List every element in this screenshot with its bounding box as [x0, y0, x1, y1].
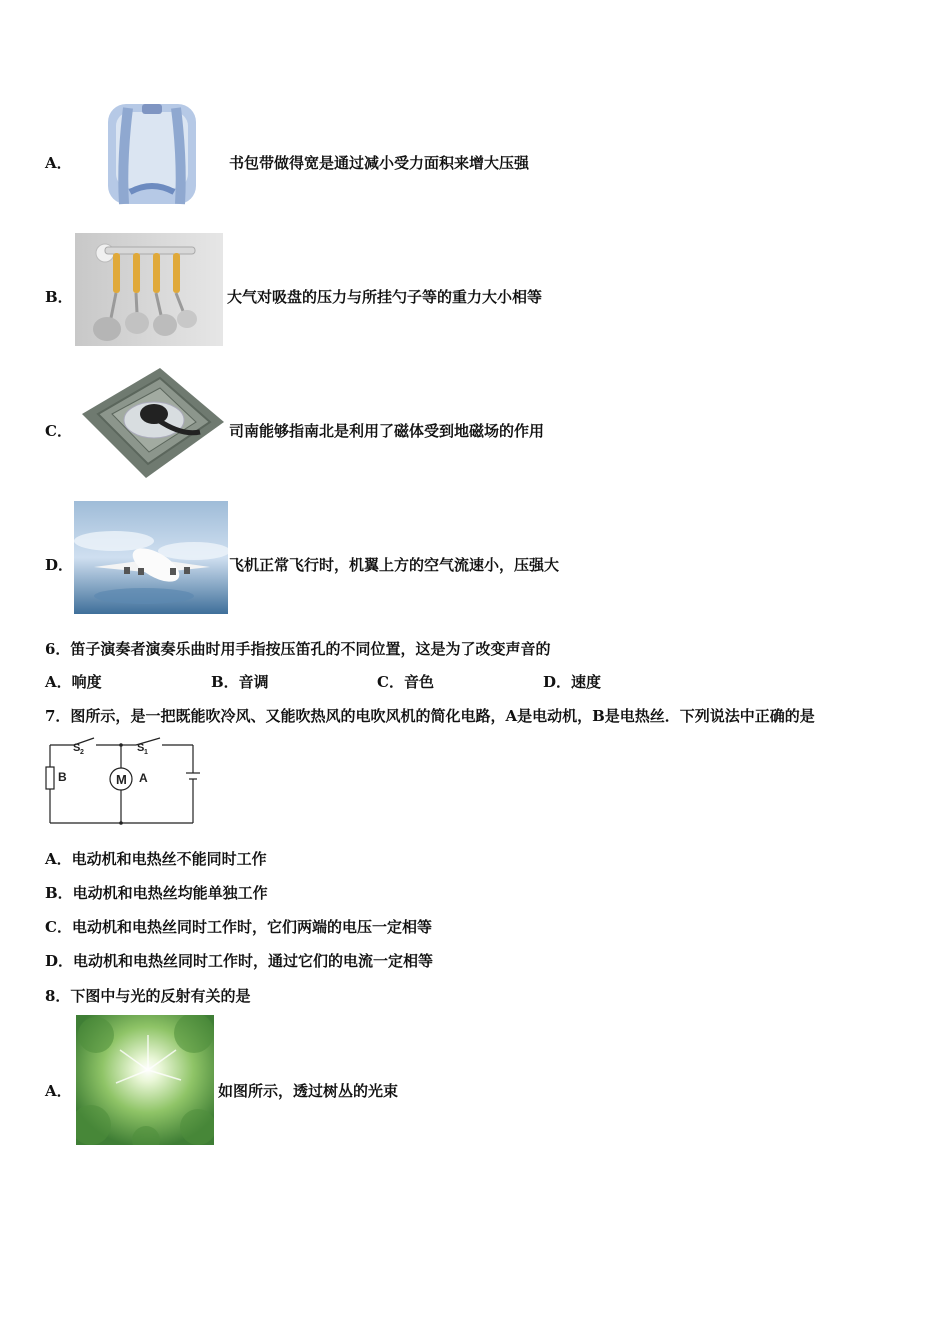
label-b: B [58, 770, 67, 784]
option-label: A． [45, 1082, 72, 1100]
question-stem: 8．下图中与光的反射有关的是 [45, 987, 251, 1005]
question-stem: 7．图所示，是一把既能吹冷风、又能吹热风的电吹风机的简化电路，A是电动机，B是电热丝．下列说法中正确的是 [45, 707, 815, 725]
option-a: A．响度 [45, 673, 102, 691]
option-label: C． [45, 422, 72, 440]
label-a: A [139, 771, 148, 785]
option-label: D． [45, 556, 74, 574]
option-label: B． [45, 288, 73, 306]
option-c: C．音色 [377, 673, 434, 691]
option-text: 书包带做得宽是通过减小受力面积来增大压强 [229, 154, 530, 172]
option-label: A． [45, 154, 72, 172]
option-b: B．音调 [211, 673, 269, 691]
circuit-diagram [40, 735, 210, 827]
option-d: D．速度 [543, 673, 602, 691]
switch-s2-subscript: 2 [80, 749, 84, 756]
switch-s2-label: S [73, 742, 81, 754]
sinan-compass-image [72, 366, 230, 482]
option-b: B．电动机和电热丝均能单独工作 [45, 884, 268, 902]
option-text: 司南能够指南北是利用了磁体受到地磁场的作用 [229, 422, 545, 440]
forest-sunlight-image [76, 1015, 214, 1145]
suction-hook-ladles-image [75, 233, 223, 346]
airplane-image [74, 501, 228, 614]
switch-s1-subscript: 1 [144, 749, 148, 756]
backpack-image [94, 100, 210, 212]
switch-s1-label: S [137, 742, 145, 754]
option-text: 如图所示，透过树丛的光束 [218, 1082, 399, 1100]
question-stem: 6．笛子演奏者演奏乐曲时用手指按压笛孔的不同位置，这是为了改变声音的 [45, 640, 551, 658]
option-a: A．电动机和电热丝不能同时工作 [45, 850, 267, 868]
option-text: 大气对吸盘的压力与所挂勺子等的重力大小相等 [227, 288, 543, 306]
option-c: C．电动机和电热丝同时工作时，它们两端的电压一定相等 [45, 918, 432, 936]
motor-label: M [116, 772, 127, 787]
option-d: D．电动机和电热丝同时工作时，通过它们的电流一定相等 [45, 952, 434, 970]
option-text: 飞机正常飞行时，机翼上方的空气流速小，压强大 [229, 556, 560, 574]
